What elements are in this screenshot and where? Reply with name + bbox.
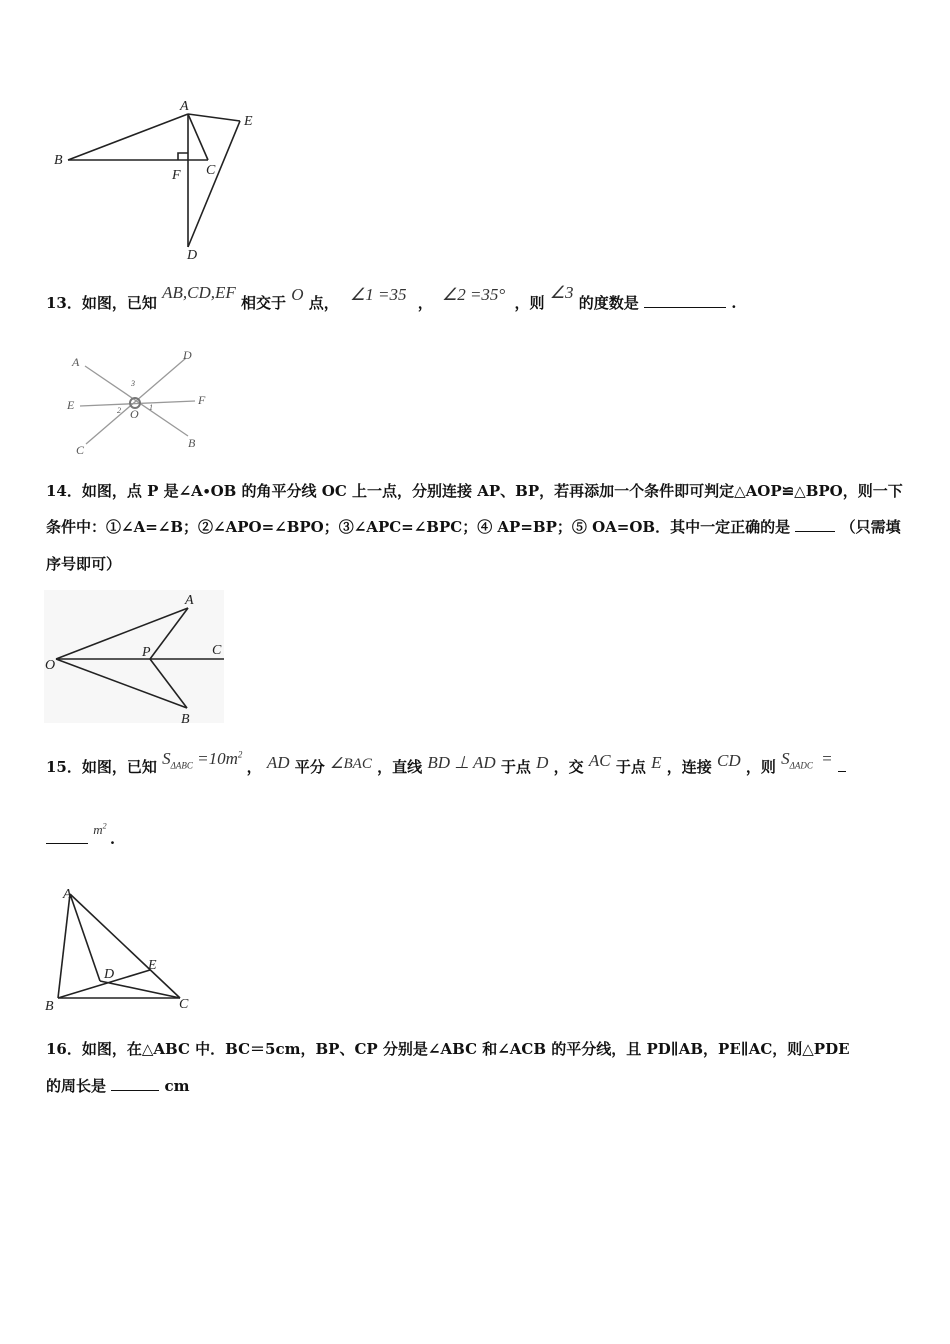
q15-cd: CD [716,751,741,770]
label-B: B [188,436,196,450]
label-E: E [67,398,75,412]
q15-answer-blank[interactable] [46,843,88,844]
q13-end: . [731,294,737,312]
label-C: C [206,163,216,178]
label-C: C [212,643,222,658]
q13-prefix: 13．如图，已知 [46,294,157,312]
label-D: D [187,248,198,263]
q15-equals: = [821,749,833,768]
q15-text4: 于点 [500,758,531,776]
q15-area-abc: $S_{\Delta ABC} =10m^2$ [162,749,243,771]
question-14-line-1 [46,480,903,501]
label-C: C [179,997,189,1012]
q14-line3: 序号即可） [46,555,122,573]
label-F: F [198,393,206,407]
label-O: O [45,658,56,673]
label-E: E [244,114,253,129]
q15-text7: ，连接 [666,758,712,776]
question-14-line-2 [46,516,901,537]
label-2: 2 [117,406,121,415]
label-B: B [45,999,54,1014]
q13-text1: 相交于 [241,294,287,312]
q16-line1: 16．如图，在△ABC 中．BC＝5cm，BP、CP 分别是∠ABC 和∠ACB 的平分线，且 PD∥AB，PE∥AC，则△PDE [46,1040,850,1058]
q15-answer-blank-start[interactable] [838,771,846,772]
q15-angle-bac: ∠BAC [330,756,372,772]
label-C: C [76,443,85,457]
label-A: A [185,593,194,608]
label-D: D [183,348,192,362]
q13-text2: 点， [308,294,339,312]
q13-angle1: ∠1 =35 [350,285,407,304]
q13-answer-blank[interactable] [644,307,726,308]
label-B: B [181,712,190,725]
q15-text3: ，直线 [377,758,423,776]
question-16-line-1 [46,1038,850,1059]
q15-prefix: 15．如图，已知 [46,758,157,776]
q15-d: D [536,753,549,772]
q16-line2: 的周长是 [46,1077,107,1095]
question-16-line-2 [46,1075,190,1096]
q15-ad: AD [266,753,290,772]
q15-end: . [109,830,116,848]
label-F: F [172,168,181,183]
q16-answer-blank[interactable] [111,1090,159,1091]
figure-q12 [48,95,268,270]
label-D: D [104,967,115,982]
q15-text6: 于点 [615,758,646,776]
q13-text4: 的度数是 [578,294,639,312]
q15-unit: $m^2$ [93,821,107,837]
q13-angle2: ∠2 =35° [441,285,506,304]
q15-e: E [651,753,662,772]
label-O: O [130,407,139,421]
question-14-line-3 [46,553,121,574]
q15-text5: ，交 [553,758,584,776]
label-B: B [54,153,63,168]
q15-ac: AC [588,751,611,770]
label-E: E [148,958,157,973]
q15-comma: ， [246,758,262,776]
q13-text3: ，则 [514,294,545,312]
q16-unit: cm [164,1077,190,1095]
label-A: A [63,887,72,902]
q13-angle3: ∠3 [549,283,574,302]
q15-text8: ，则 [745,758,776,776]
label-A: A [180,99,189,114]
q14-answer-blank[interactable] [795,531,835,532]
figure-q13 [60,344,220,459]
q13-comma: ， [417,294,433,312]
question-13 [46,283,737,313]
label-P: P [142,645,151,660]
figure-q14 [42,590,227,725]
q15-text2: 平分 [294,758,325,776]
q15-area-adc: $S_{\Delta ADC}$ [781,749,813,771]
q14-line2-tail: （只需填 [840,518,901,536]
label-1: 1 [149,403,153,412]
q15-bd-perp-ad: BD ⊥ AD [427,753,496,772]
q14-line1: 14．如图，点 P 是∠A∙OB 的角平分线 OC 上一点，分别连接 AP、BP，若再添加一个条件即可判定△AOP≌△BPO，则一下 [46,482,903,500]
q14-line2: 条件中：①∠A=∠B；②∠APO=∠BPO；③∠APC=∠BPC；④ AP=BP；⑤ OA=OB．其中一定正确的是 [46,518,791,536]
q13-lines: AB,CD,EF [162,283,236,302]
question-15-line-1 [46,749,846,778]
label-3: 3 [131,379,135,388]
figure-q15 [40,880,200,1015]
question-15-line-2 [46,821,116,848]
q13-point-o: O [291,285,304,304]
label-A: A [72,355,80,369]
